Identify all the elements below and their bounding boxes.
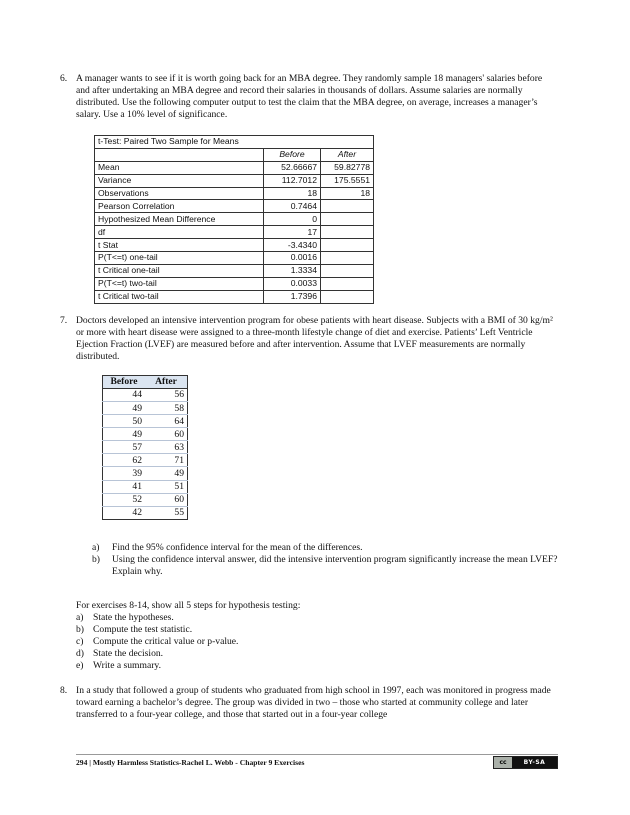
question-7-part-a bbox=[92, 542, 562, 554]
table-cell: Variance bbox=[95, 174, 264, 187]
table-cell: 64 bbox=[145, 415, 188, 428]
table-cell bbox=[321, 264, 374, 277]
table-row bbox=[95, 239, 374, 252]
table-cell: P(T<=t) two-tail bbox=[95, 277, 264, 290]
step-text: Write a summary. bbox=[93, 660, 161, 671]
table-header-cell: After bbox=[321, 148, 374, 161]
table-cell: t Critical two-tail bbox=[95, 290, 264, 303]
license-label: BY-SA bbox=[512, 757, 557, 768]
table-row bbox=[95, 161, 374, 174]
table-row bbox=[95, 277, 374, 290]
question-number: 6. bbox=[60, 73, 68, 84]
table-title: t-Test: Paired Two Sample for Means bbox=[95, 136, 374, 149]
table-cell: Pearson Correlation bbox=[95, 200, 264, 213]
list-item bbox=[76, 648, 556, 660]
table-header-cell bbox=[95, 148, 264, 161]
table-row bbox=[95, 226, 374, 239]
part-label: a) bbox=[92, 542, 100, 553]
step-text: State the hypotheses. bbox=[93, 612, 174, 623]
step-label: b) bbox=[76, 624, 84, 635]
question-7 bbox=[60, 315, 556, 363]
ttest-output-table bbox=[94, 135, 374, 304]
table-row bbox=[103, 415, 188, 428]
cc-license-badge bbox=[493, 756, 558, 769]
table-cell: 60 bbox=[145, 428, 188, 441]
table-cell bbox=[321, 200, 374, 213]
table-cell: 49 bbox=[145, 467, 188, 480]
step-label: a) bbox=[76, 612, 84, 623]
table-row bbox=[95, 213, 374, 226]
table-row bbox=[95, 200, 374, 213]
table-row bbox=[103, 388, 188, 401]
table-cell bbox=[321, 239, 374, 252]
question-7-part-b bbox=[92, 554, 562, 578]
table-header-cell: Before bbox=[103, 376, 146, 389]
table-cell: 55 bbox=[174, 507, 184, 519]
table-cell: 71 bbox=[145, 454, 188, 467]
table-cell: 0.7464 bbox=[264, 200, 321, 213]
table-cell bbox=[321, 290, 374, 303]
table-header-cell: Before bbox=[264, 148, 321, 161]
list-item bbox=[76, 624, 556, 636]
table-row bbox=[95, 187, 374, 200]
question-number: 8. bbox=[60, 685, 68, 696]
table-cell: 0.0033 bbox=[264, 277, 321, 290]
table-cell: 41 bbox=[103, 480, 146, 493]
step-label: e) bbox=[76, 660, 84, 671]
hypothesis-steps bbox=[76, 600, 556, 672]
cc-icon: cc bbox=[494, 757, 512, 768]
table-row bbox=[103, 506, 188, 519]
table-cell: Hypothesized Mean Difference bbox=[95, 213, 264, 226]
table-cell: 175.5551 bbox=[321, 174, 374, 187]
table-row bbox=[103, 493, 188, 506]
table-cell: 42 bbox=[132, 507, 142, 519]
table-cell: 60 bbox=[145, 493, 188, 506]
table-cell: 56 bbox=[145, 388, 188, 401]
table-cell: 0 bbox=[264, 213, 321, 226]
table-cell: t Critical one-tail bbox=[95, 264, 264, 277]
table-header-row bbox=[103, 376, 188, 389]
table-cell: 1.3334 bbox=[264, 264, 321, 277]
table-cell: 62 bbox=[103, 454, 146, 467]
table-cell bbox=[321, 252, 374, 265]
lvef-table bbox=[102, 375, 188, 520]
table-row bbox=[95, 290, 374, 303]
table-cell: 59.82778 bbox=[321, 161, 374, 174]
table-cell: 52 bbox=[103, 493, 146, 506]
part-label: b) bbox=[92, 554, 100, 565]
table-row bbox=[103, 441, 188, 454]
table-cell: 49 bbox=[103, 401, 146, 414]
table-cell: 18 bbox=[264, 187, 321, 200]
step-text: Compute the test statistic. bbox=[93, 624, 193, 635]
table-header-cell: After bbox=[145, 376, 188, 389]
table-cell: 50 bbox=[103, 415, 146, 428]
question-8 bbox=[60, 685, 556, 721]
table-row bbox=[103, 428, 188, 441]
table-cell: 0.0016 bbox=[264, 252, 321, 265]
table-row bbox=[103, 401, 188, 414]
table-row bbox=[95, 264, 374, 277]
table-row bbox=[103, 454, 188, 467]
table-cell: P(T<=t) one-tail bbox=[95, 252, 264, 265]
step-label: c) bbox=[76, 636, 84, 647]
table-cell: 51 bbox=[145, 480, 188, 493]
step-text: State the decision. bbox=[93, 648, 164, 659]
table-cell: 58 bbox=[145, 401, 188, 414]
table-cell: 1.7396 bbox=[264, 290, 321, 303]
table-cell: Observations bbox=[95, 187, 264, 200]
table-cell: 44 bbox=[103, 388, 146, 401]
step-label: d) bbox=[76, 648, 84, 659]
page-footer: 294 | Mostly Harmless Statistics-Rachel L. Webb - Chapter 9 Exercises bbox=[76, 758, 305, 767]
part-text: Using the confidence interval answer, did the intensive intervention program significantly increase the mean LVEF? Explain why. bbox=[112, 554, 558, 577]
list-item bbox=[76, 636, 556, 648]
table-row bbox=[103, 467, 188, 480]
question-text: Doctors developed an intensive intervention program for obese patients with heart disease. Subjects with a BMI of 30 kg/m² or more with heart disease were assigned to a three-month lifestyle change of diet and exercise. Patients’ Left Ventricle Ejection Fraction (LVEF) are measured before and after intervention. Assume that LVEF measurements are normally distributed. bbox=[76, 315, 553, 362]
table-cell: 57 bbox=[103, 441, 146, 454]
question-text: In a study that followed a group of students who graduated from high school in 1997, each was monitored in progress made toward earning a bachelor’s degree. The group was divided in two – those who started at community college and later transferred to a four-year college, and those that started out in a four-year college bbox=[76, 685, 551, 720]
list-item bbox=[76, 660, 556, 672]
steps-intro: For exercises 8-14, show all 5 steps for hypothesis testing: bbox=[76, 600, 301, 611]
question-6 bbox=[60, 73, 556, 121]
table-row bbox=[95, 252, 374, 265]
table-cell: 52.66667 bbox=[264, 161, 321, 174]
question-text: A manager wants to see if it is worth going back for an MBA degree. They randomly sample 18 managers' salaries before and after undertaking an MBA degree and record their salaries in thousands of dollars. Assume salaries are normally distributed. Use the following computer output to test the claim that the MBA degree, on average, increases a manager’s salary. Use a 10% level of significance. bbox=[76, 73, 543, 120]
table-cell: Mean bbox=[95, 161, 264, 174]
table-cell: t Stat bbox=[95, 239, 264, 252]
table-header-row bbox=[95, 148, 374, 161]
table-cell: 17 bbox=[264, 226, 321, 239]
question-number: 7. bbox=[60, 315, 68, 326]
table-cell: 39 bbox=[103, 467, 146, 480]
part-text: Find the 95% confidence interval for the mean of the differences. bbox=[112, 542, 363, 553]
footer-divider bbox=[76, 754, 558, 755]
table-row bbox=[95, 174, 374, 187]
list-item bbox=[76, 612, 556, 624]
step-text: Compute the critical value or p-value. bbox=[93, 636, 239, 647]
table-cell: -3.4340 bbox=[264, 239, 321, 252]
table-cell: 18 bbox=[321, 187, 374, 200]
table-cell: 49 bbox=[103, 428, 146, 441]
table-cell: 112.7012 bbox=[264, 174, 321, 187]
table-cell bbox=[321, 213, 374, 226]
table-cell bbox=[321, 226, 374, 239]
table-cell: 63 bbox=[145, 441, 188, 454]
table-cell: df bbox=[95, 226, 264, 239]
table-row bbox=[103, 480, 188, 493]
table-cell bbox=[321, 277, 374, 290]
